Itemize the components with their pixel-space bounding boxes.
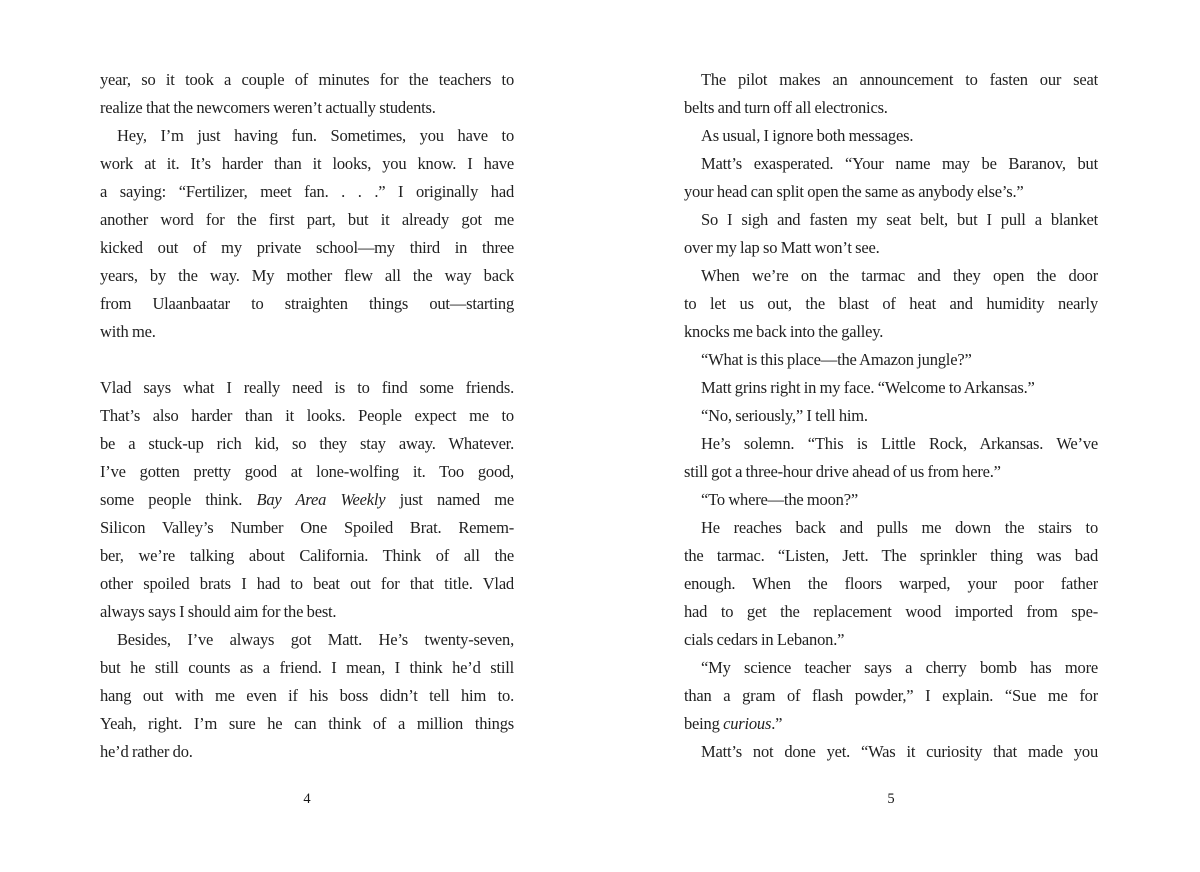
text-segment: kicked out of my private school—my third in three <box>100 238 514 257</box>
page-number: 4 <box>303 791 311 807</box>
paragraph <box>684 402 1098 430</box>
text-segment: “No, seriously,” I tell him. <box>701 406 868 425</box>
text-segment: than a gram of flash powder,” I explain. “Sue me for <box>684 686 1098 705</box>
text-line <box>100 66 514 94</box>
paragraph <box>684 738 1098 766</box>
text-line <box>100 206 514 234</box>
text-line <box>100 94 514 122</box>
text-line <box>100 598 514 626</box>
italic-text: Bay Area Weekly <box>256 490 386 509</box>
text-line <box>684 710 1098 738</box>
text-line <box>100 234 514 262</box>
text-segment: some people think. <box>100 490 257 509</box>
text-segment: another word for the first part, but it already got me <box>100 210 514 229</box>
paragraph <box>684 66 1098 122</box>
text-segment: realize that the newcomers weren’t actually students. <box>100 98 436 117</box>
text-segment: had to get the replacement wood imported from spe- <box>684 602 1098 621</box>
paragraph <box>684 654 1098 738</box>
paragraph <box>684 150 1098 206</box>
text-segment: year, so it took a couple of minutes for the teachers to <box>100 70 514 89</box>
text-line <box>684 94 1098 122</box>
text-segment: hang out with me even if his boss didn’t tell him to. <box>100 686 514 705</box>
page-text-column <box>100 66 514 766</box>
text-segment: Matt grins right in my face. “Welcome to Arkansas.” <box>701 378 1035 397</box>
text-segment: from Ulaanbaatar to straighten things out—starting <box>100 294 514 313</box>
text-line <box>684 262 1098 290</box>
book-page-right <box>684 66 1098 846</box>
text-line <box>684 738 1098 766</box>
text-line <box>684 654 1098 682</box>
paragraph <box>100 374 514 626</box>
text-segment: He’s solemn. “This is Little Rock, Arkansas. We’ve <box>701 434 1098 453</box>
text-line <box>100 682 514 710</box>
text-segment: always says I should aim for the best. <box>100 602 337 621</box>
text-line <box>100 290 514 318</box>
text-segment: but he still counts as a friend. I mean, I think he’d still <box>100 658 514 677</box>
text-line <box>684 514 1098 542</box>
text-line <box>684 150 1098 178</box>
text-segment: work at it. It’s harder than it looks, you know. I have <box>100 154 514 173</box>
text-segment: I’ve gotten pretty good at lone-wolfing it. Too good, <box>100 462 514 481</box>
text-line <box>684 234 1098 262</box>
paragraph <box>100 66 514 122</box>
text-segment: years, by the way. My mother flew all the way back <box>100 266 514 285</box>
text-segment: Matt’s not done yet. “Was it curiosity that made you <box>701 742 1098 761</box>
text-segment: with me. <box>100 322 156 341</box>
text-segment: Silicon Valley’s Number One Spoiled Brat. Remem- <box>100 518 514 537</box>
text-segment: “My science teacher says a cherry bomb has more <box>701 658 1098 677</box>
paragraph <box>684 346 1098 374</box>
text-segment: over my lap so Matt won’t see. <box>684 238 880 257</box>
text-segment: He reaches back and pulls me down the stairs to <box>701 518 1098 537</box>
book-page-left <box>100 66 514 846</box>
text-line <box>100 150 514 178</box>
text-line <box>684 598 1098 626</box>
paragraph <box>100 626 514 766</box>
text-segment: “To where—the moon?” <box>701 490 858 509</box>
text-line <box>100 402 514 430</box>
text-line <box>100 374 514 402</box>
text-line <box>684 178 1098 206</box>
text-line <box>100 710 514 738</box>
text-line <box>684 206 1098 234</box>
text-line <box>100 542 514 570</box>
text-line <box>684 66 1098 94</box>
paragraph <box>684 262 1098 346</box>
text-segment: the tarmac. “Listen, Jett. The sprinkler thing was bad <box>684 546 1098 565</box>
text-line <box>684 570 1098 598</box>
paragraph <box>684 486 1098 514</box>
text-line <box>684 486 1098 514</box>
text-line <box>100 570 514 598</box>
text-segment: That’s also harder than it looks. People expect me to <box>100 406 514 425</box>
text-segment: a saying: “Fertilizer, meet fan. . . .” I originally had <box>100 182 514 201</box>
text-line <box>100 514 514 542</box>
text-line <box>100 738 514 766</box>
text-line <box>684 402 1098 430</box>
text-segment: just named me <box>385 490 514 509</box>
text-segment: Vlad says what I really need is to find some friends. <box>100 378 514 397</box>
page-text-column <box>684 66 1098 766</box>
text-segment: knocks me back into the galley. <box>684 322 884 341</box>
text-segment: be a stuck-up rich kid, so they stay away. Whatever. <box>100 434 514 453</box>
text-line <box>684 458 1098 486</box>
paragraph <box>684 514 1098 654</box>
text-line <box>684 542 1098 570</box>
text-line <box>100 262 514 290</box>
text-segment: ber, we’re talking about California. Think of all the <box>100 546 514 565</box>
text-segment: As usual, I ignore both messages. <box>701 126 914 145</box>
text-segment: When we’re on the tarmac and they open the door <box>701 266 1098 285</box>
text-line <box>100 318 514 346</box>
text-line <box>684 290 1098 318</box>
text-line <box>100 122 514 150</box>
text-segment: So I sigh and fasten my seat belt, but I pull a blanket <box>701 210 1098 229</box>
page-number: 5 <box>887 791 895 807</box>
text-line <box>100 626 514 654</box>
text-segment: Matt’s exasperated. “Your name may be Baranov, but <box>701 154 1098 173</box>
text-segment: enough. When the floors warped, your poor father <box>684 574 1098 593</box>
text-line <box>684 346 1098 374</box>
text-segment: other spoiled brats I had to beat out for that title. Vlad <box>100 574 514 593</box>
text-segment: he’d rather do. <box>100 742 193 761</box>
text-segment: Hey, I’m just having fun. Sometimes, you have to <box>117 126 514 145</box>
paragraph <box>684 122 1098 150</box>
text-segment: belts and turn off all electronics. <box>684 98 888 117</box>
text-segment: “What is this place—the Amazon jungle?” <box>701 350 972 369</box>
paragraph <box>684 206 1098 262</box>
text-segment: being <box>684 714 724 733</box>
text-line <box>100 178 514 206</box>
text-line <box>684 430 1098 458</box>
text-segment: still got a three-hour drive ahead of us from here.” <box>684 462 1001 481</box>
text-segment: Yeah, right. I’m sure he can think of a million things <box>100 714 514 733</box>
text-line <box>684 318 1098 346</box>
text-line <box>100 654 514 682</box>
text-segment: cials cedars in Lebanon.” <box>684 630 845 649</box>
text-line <box>684 626 1098 654</box>
text-line <box>100 486 514 514</box>
paragraph <box>684 430 1098 486</box>
text-line <box>100 430 514 458</box>
text-line <box>684 682 1098 710</box>
text-segment: .” <box>771 714 783 733</box>
text-line <box>100 458 514 486</box>
paragraph <box>100 122 514 346</box>
text-segment: Besides, I’ve always got Matt. He’s twenty-seven, <box>117 630 514 649</box>
text-segment: your head can split open the same as anybody else’s.” <box>684 182 1024 201</box>
text-line <box>684 374 1098 402</box>
italic-text: curious <box>723 714 772 733</box>
text-segment: to let us out, the blast of heat and humidity nearly <box>684 294 1098 313</box>
paragraph <box>684 374 1098 402</box>
text-segment: The pilot makes an announcement to fasten our seat <box>701 70 1098 89</box>
text-line <box>684 122 1098 150</box>
